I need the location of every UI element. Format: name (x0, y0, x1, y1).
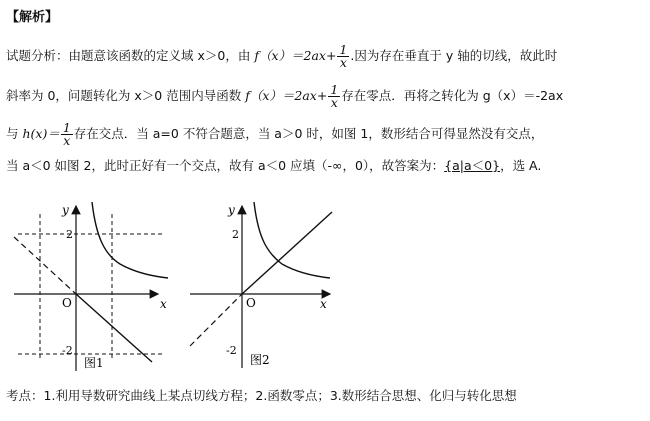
figure-1-x-label: x (160, 297, 167, 311)
figure-2-line-solid (242, 212, 332, 294)
figure-2-caption: 图2 (250, 353, 270, 367)
line3-text-c: 存在交点．当 a=0 不符合题意，当 a＞0 时，如图 1，数形结合可得显然没有交点， (73, 126, 544, 141)
line1-text-a: 试题分析：由题意该函数的定义域 x＞0，由 (6, 48, 255, 63)
analysis-line-3 (6, 122, 543, 147)
line4-text-c: ，选 A. (500, 158, 542, 173)
figure-1-origin: O (62, 296, 72, 310)
line1-text-c: .因为存在垂直于 y 轴的切线，故此时 (350, 48, 558, 63)
analysis-line-2 (6, 84, 563, 109)
figure-1-y-label: y (62, 203, 69, 217)
figure-1-tick-top: 2 (66, 228, 73, 241)
fraction-1-over-x-2: $\frac{1}{x}$ (330, 82, 339, 110)
line2-text-a: 斜率为 0，问题转化为 x＞0 范围内导函数 (6, 88, 246, 103)
h-function: h(x)＝ (22, 126, 60, 141)
figure-2-hyperbola (254, 202, 330, 278)
figure-1-graph (0, 196, 180, 376)
line4-text-a: 当 a＜0 如图 2，此时正好有一个交点，故有 a＜0 应填（-∞，0），故答案为： (6, 158, 445, 173)
figure-1-line-dashed (14, 237, 76, 294)
section-title: 【解析】 (6, 10, 59, 25)
knowledge-points: 考点：1.利用导数研究曲线上某点切线方程；2.函数零点；3.数形结合思想、化归与转化思想 (6, 388, 517, 403)
fraction-1-over-x-3: $\frac{1}{x}$ (62, 120, 71, 148)
figure-1-grid (18, 214, 165, 361)
line3-text-a: 与 (6, 126, 23, 141)
answer-set: {a|a＜0} (444, 158, 501, 173)
figure-1-line-solid (76, 294, 152, 362)
figure-2-x-label: x (320, 297, 327, 311)
figure-2-tick-bottom: -2 (226, 344, 237, 357)
figure-2-y-label: y (228, 203, 235, 217)
figure-1-caption: 图1 (84, 356, 104, 370)
analysis-line-1 (6, 44, 557, 69)
figure-1-hyperbola (92, 202, 168, 278)
figure-2-graph (180, 196, 350, 376)
analysis-line-4 (6, 158, 541, 174)
fraction-1-over-x: $\frac{1}{x}$ (339, 42, 348, 70)
line2-text-c: 存在零点．再将之转化为 g（x）＝-2ax (341, 88, 564, 103)
figure-1-tick-bottom: -2 (62, 344, 73, 357)
figure-2-line-dashed (190, 294, 242, 346)
derivative-formula-2: f（x）＝2ax+ (245, 88, 328, 103)
figure-2-tick-top: 2 (232, 228, 239, 241)
derivative-formula: f（x）＝2ax+ (254, 48, 337, 63)
figure-2-origin: O (246, 296, 256, 310)
